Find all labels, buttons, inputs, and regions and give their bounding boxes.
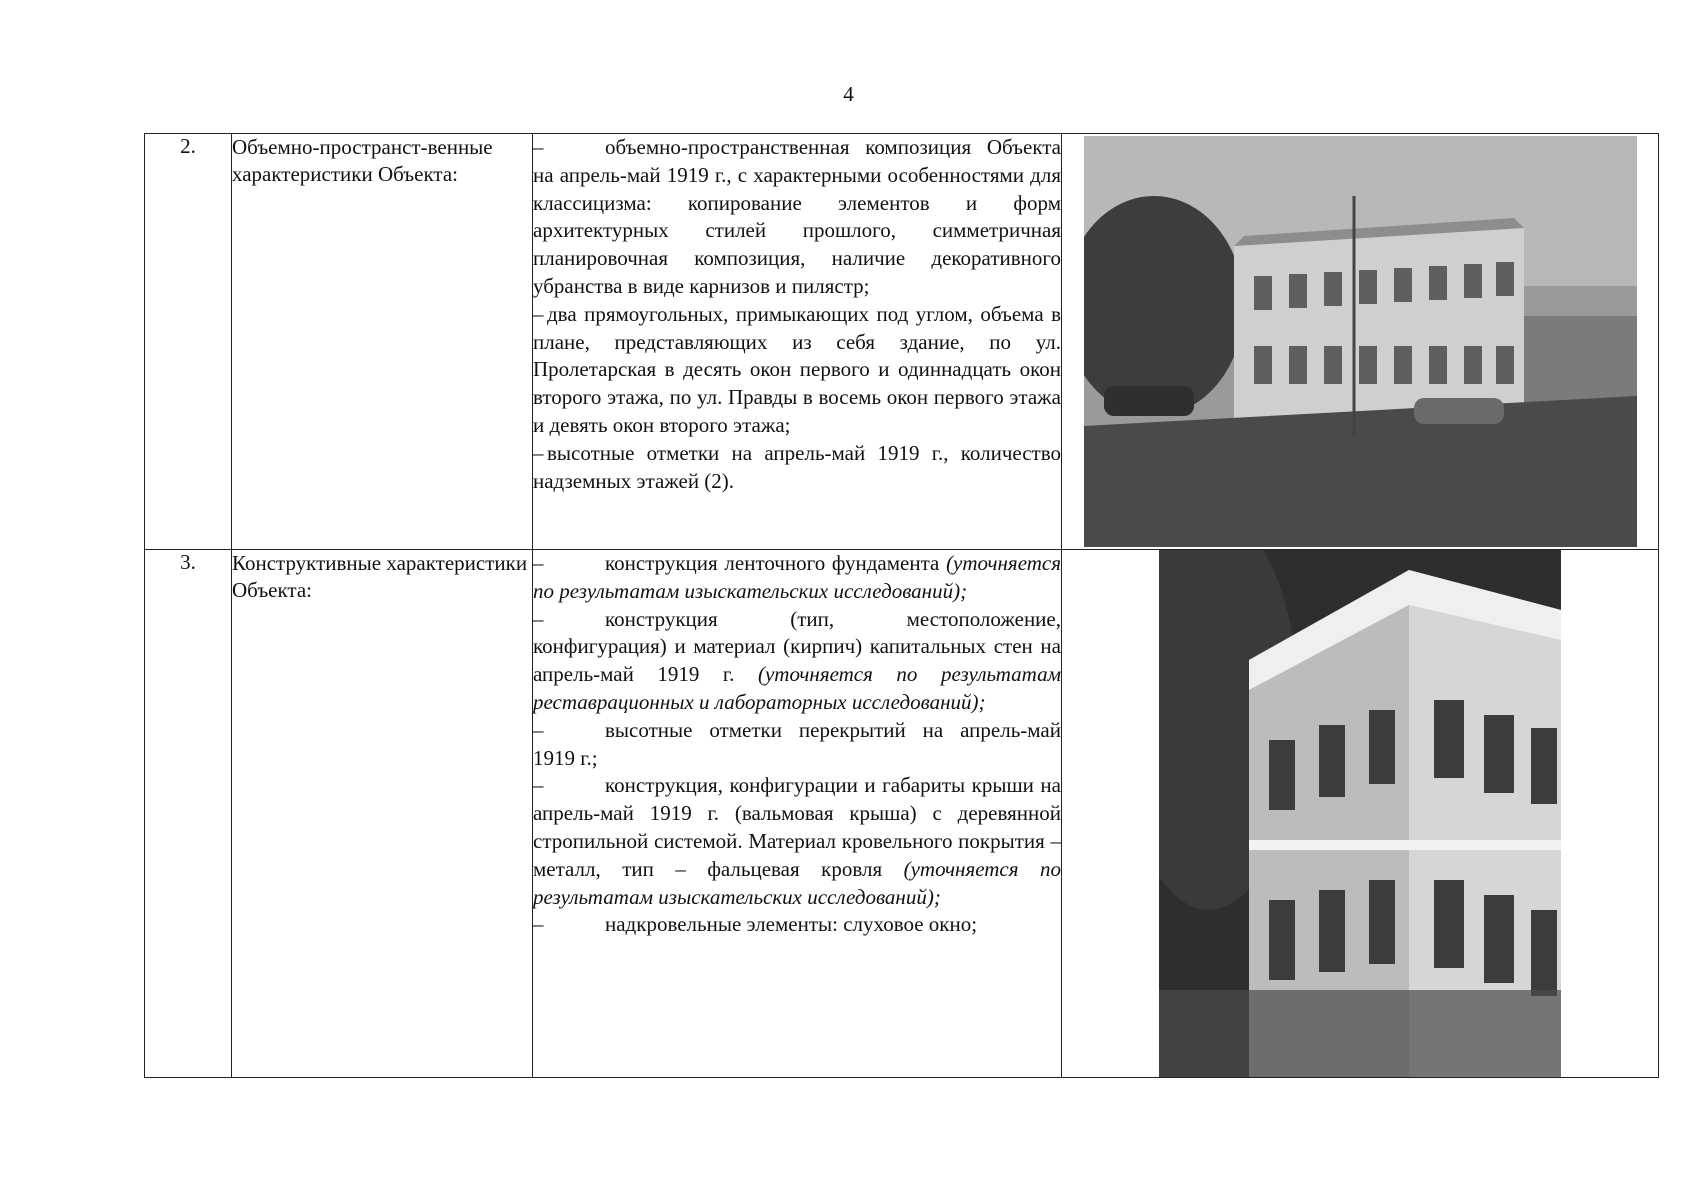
paragraph-text: высотные отметки на апрель-май 1919 г., количество надземных этажей (2). bbox=[533, 440, 1061, 493]
description-paragraph bbox=[533, 606, 1061, 717]
paragraph-italic-note: (уточняется по результатам изыскательских исследований); bbox=[533, 551, 1061, 603]
dash-marker: – bbox=[533, 773, 544, 798]
paragraph-text: конструкция, конфигурации и габариты крыши на апрель-май 1919 г. (вальмовая крыша) с деревянной стропильной системой. Материал кровельного покрытия – металл, тип – фальцевая кровля bbox=[533, 773, 1061, 881]
dash-marker: – bbox=[533, 135, 544, 159]
paragraph-text: конструкция (тип, местоположение, конфигурация) и материал (кирпич) капитальных стен на апрель-май 1919 г. bbox=[533, 606, 1061, 687]
building-photo-image bbox=[1159, 550, 1561, 1077]
row-label: Объемно-пространст-венные характеристики Объекта: bbox=[232, 134, 533, 550]
dash-marker: – bbox=[533, 301, 544, 326]
description-paragraph bbox=[533, 550, 1061, 606]
table-row bbox=[145, 550, 1659, 1078]
row-description bbox=[533, 550, 1062, 1078]
row-number: 3. bbox=[145, 550, 232, 1078]
description-paragraph bbox=[533, 301, 1061, 440]
paragraph-text: надкровельные элементы: слуховое окно; bbox=[605, 912, 978, 937]
dash-marker: – bbox=[533, 551, 544, 575]
paragraph-text: высотные отметки перекрытий на апрель-май 1919 г.; bbox=[533, 717, 1061, 770]
description-paragraph bbox=[533, 134, 1061, 301]
row-label: Конструктивные характеристики Объекта: bbox=[232, 550, 533, 1078]
description-paragraph bbox=[533, 440, 1061, 496]
paragraph-text: объемно-пространственная композиция Объекта на апрель-май 1919 г., с характерными особенностями для классицизма: копирование элементов и форм архитектурных стилей прошлого, симметричная планировочная композиция, наличие декоративного убранства в виде карнизов и пилястр; bbox=[533, 135, 1061, 298]
building-photo-proletarskaya bbox=[1084, 136, 1637, 547]
paragraph-text: конструкция ленточного фундамента bbox=[605, 551, 940, 575]
dash-marker: – bbox=[533, 606, 544, 631]
characteristics-table bbox=[144, 133, 1659, 1078]
photo-cell bbox=[1062, 550, 1659, 1078]
page-number: 4 bbox=[843, 82, 854, 106]
row-number: 2. bbox=[145, 134, 232, 550]
row-description bbox=[533, 134, 1062, 550]
photo-cell bbox=[1062, 134, 1659, 550]
building-photo-corner bbox=[1159, 550, 1561, 1077]
description-paragraph bbox=[533, 717, 1061, 773]
paragraph-italic-note: (уточняется по результатам изыскательских исследований); bbox=[533, 856, 1061, 909]
table-row bbox=[145, 134, 1659, 550]
dash-marker: – bbox=[533, 717, 544, 742]
dash-marker: – bbox=[533, 440, 544, 465]
description-paragraph bbox=[533, 772, 1061, 911]
description-paragraph bbox=[533, 911, 1061, 939]
paragraph-text: два прямоугольных, примыкающих под углом, объема в плане, представляющих из себя здание, по ул. Пролетарская в десять окон первого и одиннадцать окон второго этажа, по ул. Правды в восемь окон первого этажа и девять окон второго этажа; bbox=[533, 301, 1061, 437]
dash-marker: – bbox=[533, 912, 544, 937]
paragraph-italic-note: (уточняется по результатам реставрационных и лабораторных исследований); bbox=[533, 662, 1061, 714]
building-photo-image bbox=[1084, 136, 1637, 547]
